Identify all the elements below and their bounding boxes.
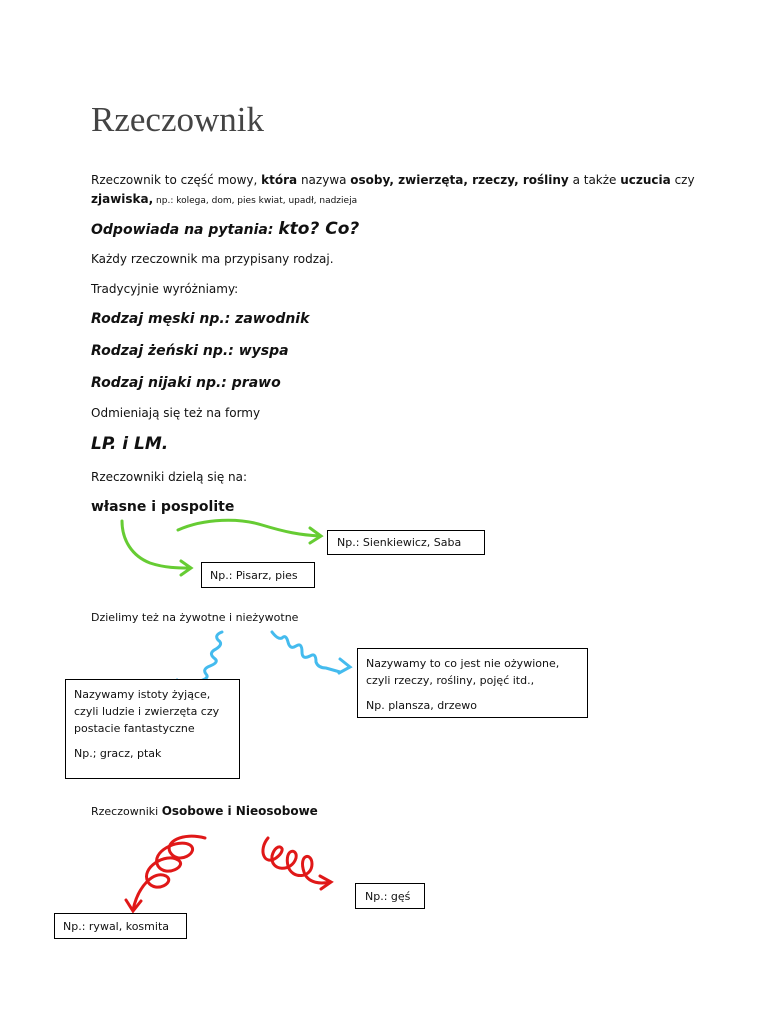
box-inanimate-example: Np. plansza, drzewo <box>366 699 477 712</box>
gender-neuter: Rodzaj nijaki np.: prawo <box>91 375 281 391</box>
gender-masculine: Rodzaj męski np.: zawodnik <box>91 311 310 327</box>
box-animate <box>65 679 240 779</box>
intro-line-1: Rzeczownik to część mowy, która nazywa osoby, zwierzęta, rzeczy, rośliny a także uczucia czy <box>91 173 695 187</box>
box-proper-nouns: Np.: Sienkiewicz, Saba <box>327 530 485 555</box>
gender-feminine: Rodzaj żeński np.: wyspa <box>91 343 289 359</box>
divide-types: własne i pospolite <box>91 499 235 515</box>
red-loops-left <box>133 836 205 910</box>
box-animate-desc: Nazywamy istoty żyjące, czyli ludzie i zwierzęta czy postacie fantastyczne <box>74 688 220 735</box>
forms-label: LP. i LM. <box>91 434 169 454</box>
intro-line-2: zjawiska, np.: kolega, dom, pies kwiat, upadł, nadzieja <box>91 192 358 206</box>
box-common-nouns: Np.: Pisarz, pies <box>201 562 315 588</box>
personal-intro: Rzeczowniki Osobowe i Nieosobowe <box>91 804 318 818</box>
box-inanimate <box>357 648 588 718</box>
distinguish-text: Tradycyjnie wyróżniamy: <box>91 282 239 296</box>
box-personal: Np.: rywal, kosmita <box>54 913 187 939</box>
blue-squiggle-right <box>272 632 340 672</box>
gender-intro: Każdy rzeczownik ma przypisany rodzaj. <box>91 252 334 266</box>
blue-arrowhead-right <box>339 659 350 673</box>
box-inanimate-desc: Nazywamy to co jest nie ożywione, czyli rzeczy, rośliny, pojęć itd., <box>366 657 560 687</box>
forms-intro: Odmieniają się też na formy <box>91 406 261 420</box>
question-line: Odpowiada na pytania: kto? Co? <box>91 219 360 239</box>
box-nonpersonal: Np.: gęś <box>355 883 425 909</box>
box-animate-example: Np.; gracz, ptak <box>74 747 162 760</box>
animate-intro: Dzielimy też na żywotne i nieżywotne <box>91 611 299 624</box>
green-arrow-right <box>178 520 320 536</box>
page-title: Rzeczownik <box>91 100 264 139</box>
divide-intro: Rzeczowniki dzielą się na: <box>91 470 248 484</box>
